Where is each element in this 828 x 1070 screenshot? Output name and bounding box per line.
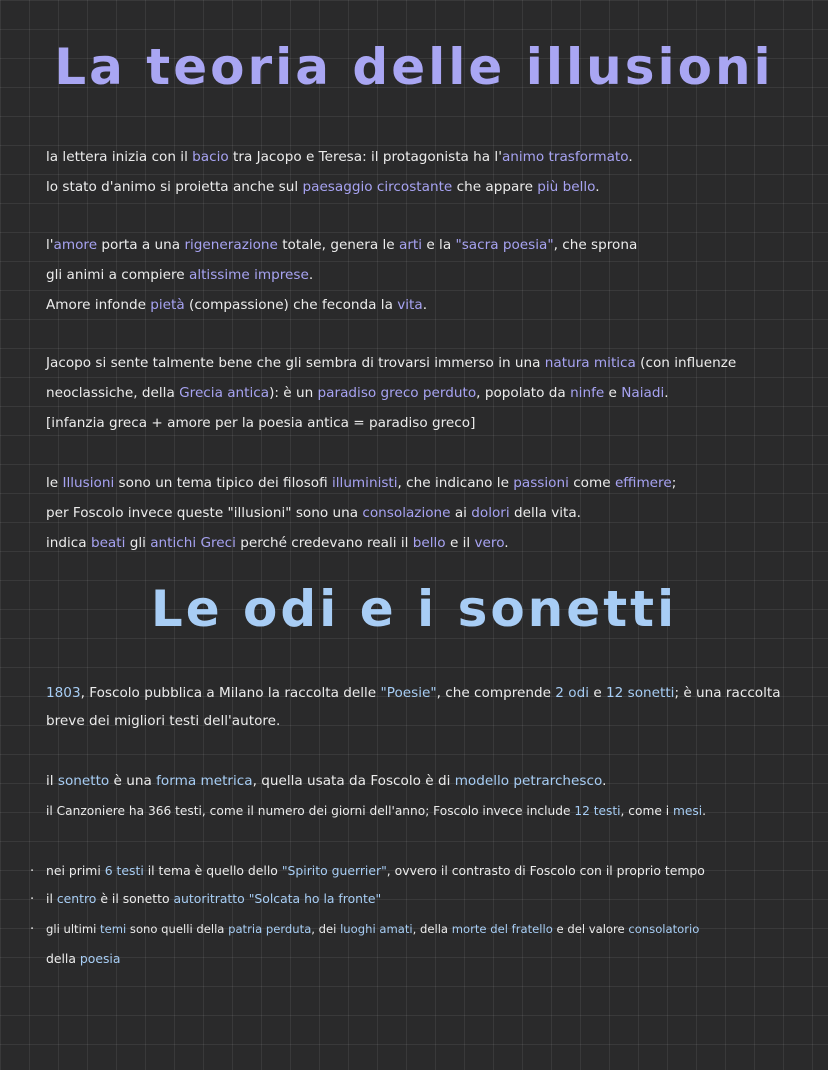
text-line: Jacopo si sente talmente bene che gli sembra di trovarsi immerso in una natura mitica (con influenze <box>46 355 737 371</box>
text-line: Amore infonde pietà (compassione) che feconda la vita. <box>46 297 428 313</box>
text-line: la lettera inizia con il bacio tra Jacopo e Teresa: il protagonista ha l'animo trasformato. <box>46 149 633 165</box>
text-line: per Foscolo invece queste "illusioni" sono una consolazione ai dolori della vita. <box>46 505 581 521</box>
text-line: neoclassiche, della Grecia antica): è un paradiso greco perduto, popolato da ninfe e Naiadi. <box>46 385 669 401</box>
bullet-item: nei primi 6 testi il tema è quello dello "Spirito guerrier", ovvero il contrasto di Foscolo con il proprio tempo <box>46 863 705 878</box>
text-line: lo stato d'animo si proietta anche sul paesaggio circostante che appare più bello. <box>46 179 600 195</box>
text-line: breve dei migliori testi dell'autore. <box>46 713 281 729</box>
bullet-item-continued: della poesia <box>46 951 121 966</box>
text-line: indica beati gli antichi Greci perché credevano reali il bello e il vero. <box>46 535 509 551</box>
bullet-dot: · <box>30 864 35 879</box>
text-line: l'amore porta a una rigenerazione totale, genera le arti e la "sacra poesia", che sprona <box>46 237 638 253</box>
bullet-item: gli ultimi temi sono quelli della patria perduta, dei luoghi amati, della morte del fratello e del valore consolatorio <box>46 922 700 936</box>
section-title-illusioni: La teoria delle illusioni <box>54 38 774 96</box>
text-line: le Illusioni sono un tema tipico dei filosofi illuministi, che indicano le passioni come effimere; <box>46 475 677 491</box>
bullet-dot: · <box>30 892 35 907</box>
bullet-dot: · <box>30 922 35 937</box>
text-line: 1803, Foscolo pubblica a Milano la raccolta delle "Poesie", che comprende 2 odi e 12 sonetti; è una raccolta <box>46 685 781 701</box>
section-title-odi-sonetti: Le odi e i sonetti <box>150 580 678 638</box>
bullet-item: il centro è il sonetto autoritratto "Solcata ho la fronte" <box>46 891 382 906</box>
text-line: gli animi a compiere altissime imprese. <box>46 267 314 283</box>
text-line: il Canzoniere ha 366 testi, come il numero dei giorni dell'anno; Foscolo invece include 12 testi, come i mesi. <box>46 804 706 818</box>
text-line: il sonetto è una forma metrica, quella usata da Foscolo è di modello petrarchesco. <box>46 773 607 789</box>
text-line: [infanzia greca + amore per la poesia antica = paradiso greco] <box>46 415 476 431</box>
